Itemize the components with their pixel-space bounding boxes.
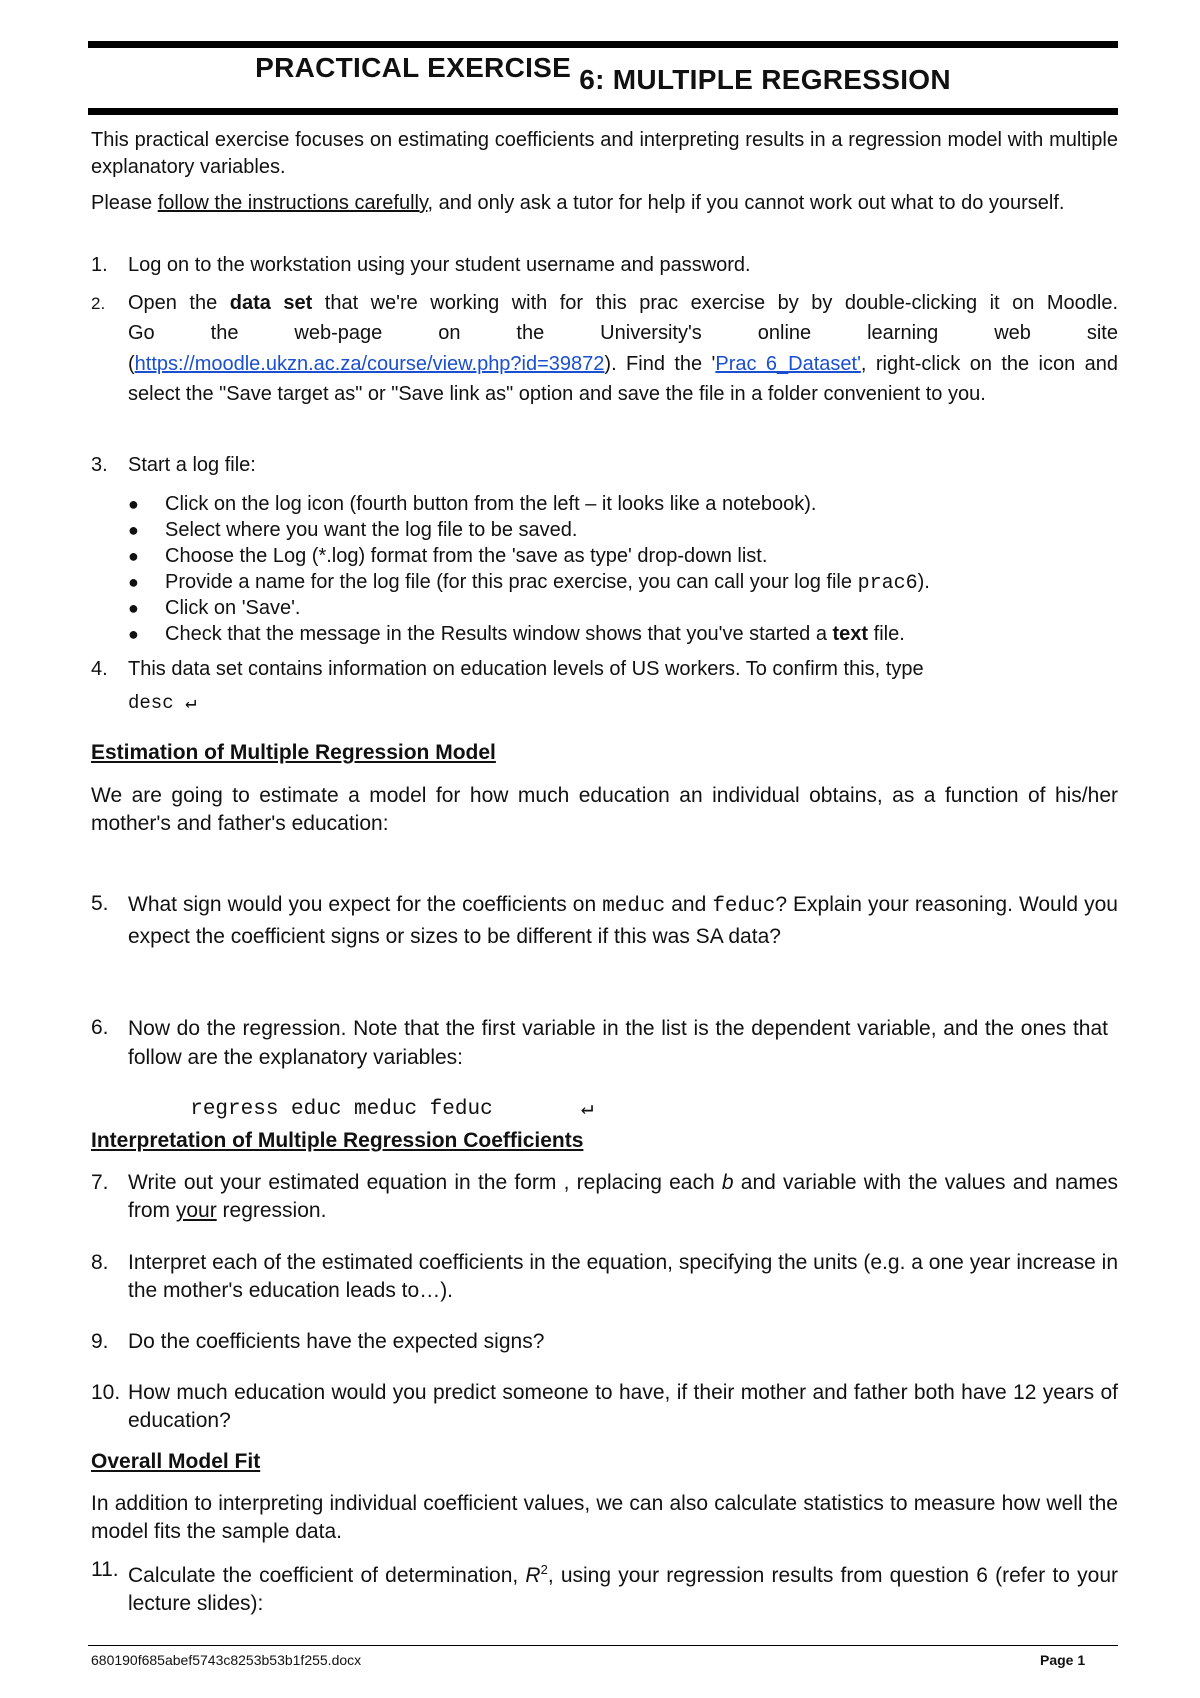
item-7-text: Write out your estimated equation in the form , replacing each b and variable with the values and names from your regression. xyxy=(128,1171,1118,1222)
code-meduc: meduc xyxy=(602,895,666,918)
code-regress: regress educ meduc feduc ↵ xyxy=(190,1098,594,1121)
title-bottom-rule xyxy=(88,108,1118,115)
intro-paragraph-1: This practical exercise focuses on estimating coefficients and interpreting results in a regression model with multiple explanatory variables. xyxy=(91,129,1118,178)
section-heading-estimation: Estimation of Multiple Regression Model xyxy=(91,741,496,764)
enter-key-icon: ↵ xyxy=(580,1098,594,1121)
item-number-6: 6. xyxy=(91,1016,109,1039)
item-number-7: 7. xyxy=(91,1171,109,1194)
bullet-4-text: Provide a name for the log file (for this prac exercise, you can call your log file prac6). xyxy=(165,571,930,595)
code-desc: desc ↵ xyxy=(128,692,197,714)
item-number-4: 4. xyxy=(91,658,108,680)
section-heading-model-fit: Overall Model Fit xyxy=(91,1450,261,1473)
item-11-text: Calculate the coefficient of determination, $R^2$, using your regression results from question 6 (refer to your lecture slides): xyxy=(128,1562,1118,1615)
code-feduc: feduc xyxy=(712,895,776,918)
footer-page-number: Page 1 xyxy=(1040,1652,1086,1668)
item-6-text: Now do the regression. Note that the first variable in the list is the dependent variable, and the ones that follow are the explanatory variables: xyxy=(128,1017,1108,1069)
bullet-icon: ● xyxy=(128,598,139,618)
item-10-text: How much education would you predict someone to have, if their mother and father both have 12 years of education? xyxy=(128,1381,1118,1432)
item-2-line-1: Open the data set that we're working with for this prac exercise by by double-clicking it on Moodle. xyxy=(128,292,1119,314)
section-heading-interpretation: Interpretation of Multiple Regression Coefficients xyxy=(91,1129,584,1152)
section-1-paragraph: We are going to estimate a model for how much education an individual obtains, as a function of his/her mother's and father's education: xyxy=(91,784,1118,835)
dataset-link[interactable]: Prac 6_Dataset' xyxy=(715,353,861,375)
emphasis-underline: follow the instructions carefully xyxy=(157,192,428,214)
enter-key-icon: ↵ xyxy=(185,692,197,714)
item-number-1: 1. xyxy=(91,254,108,276)
bullet-6-text: Check that the message in the Results window shows that you've started a text file. xyxy=(165,623,905,645)
item-5-text: What sign would you expect for the coefficients on meduc and feduc? Explain your reasoning. Would you expect the coefficient signs or sizes to be different if this was SA data? xyxy=(128,893,1118,948)
item-number-3: 3. xyxy=(91,454,108,476)
item-9-text: Do the coefficients have the expected signs? xyxy=(128,1330,545,1353)
item-1-text: Log on to the workstation using your student username and password. xyxy=(128,254,751,276)
bullet-icon: ● xyxy=(128,546,139,566)
section-3-paragraph: In addition to interpreting individual coefficient values, we can also calculate statistics to measure how well the model fits the sample data. xyxy=(91,1492,1118,1543)
bullet-5-text: Click on 'Save'. xyxy=(165,597,301,619)
code-prac6: prac6 xyxy=(857,572,918,595)
bullet-icon: ● xyxy=(128,572,139,592)
top-rule xyxy=(88,41,1118,48)
item-number-8: 8. xyxy=(91,1251,109,1274)
bullet-icon: ● xyxy=(128,520,139,540)
footer-rule xyxy=(88,1645,1118,1646)
item-2-line-2: Go the web-page on the University's online learning web site xyxy=(128,322,1118,344)
bullet-3-text: Choose the Log (*.log) format from the 'save as type' drop-down list. xyxy=(165,545,768,567)
item-number-2: 2. xyxy=(91,294,106,313)
page-title xyxy=(88,52,1118,106)
bullet-2-text: Select where you want the log file to be saved. xyxy=(165,519,578,541)
item-number-11: 11. xyxy=(91,1558,119,1581)
bullet-icon: ● xyxy=(128,494,139,514)
item-3-text: Start a log file: xyxy=(128,454,256,476)
item-4-text: This data set contains information on education levels of US workers. To confirm this, type xyxy=(128,658,924,680)
title-part-1: PRACTICAL EXERCISE xyxy=(255,52,572,83)
item-8-text: Interpret each of the estimated coefficients in the equation, specifying the units (e.g. a one year increase in the mother's education leads to…). xyxy=(128,1251,1118,1302)
bullet-icon: ● xyxy=(128,624,139,644)
intro-paragraph-2: Please follow the instructions carefully, and only ask a tutor for help if you cannot work out what to do yourself. xyxy=(91,192,1065,214)
item-number-10: 10. xyxy=(91,1381,121,1404)
item-number-5: 5. xyxy=(91,892,109,915)
title-part-2: 6: MULTIPLE REGRESSION xyxy=(579,64,951,95)
item-number-9: 9. xyxy=(91,1330,109,1353)
item-2-rest: (https://moodle.ukzn.ac.za/course/view.php?id=39872). Find the 'Prac 6_Dataset', right-click on the icon and select the "Save target as" or "Save link as" option and save the file in a folder convenient to you. xyxy=(128,353,1119,405)
moodle-course-link[interactable]: https://moodle.ukzn.ac.za/course/view.php?id=39872 xyxy=(134,353,605,375)
bullet-1-text: Click on the log icon (fourth button from the left – it looks like a notebook). xyxy=(165,493,817,515)
footer-filename: 680190f685abef5743c8253b53b1f255.docx xyxy=(91,1652,362,1668)
